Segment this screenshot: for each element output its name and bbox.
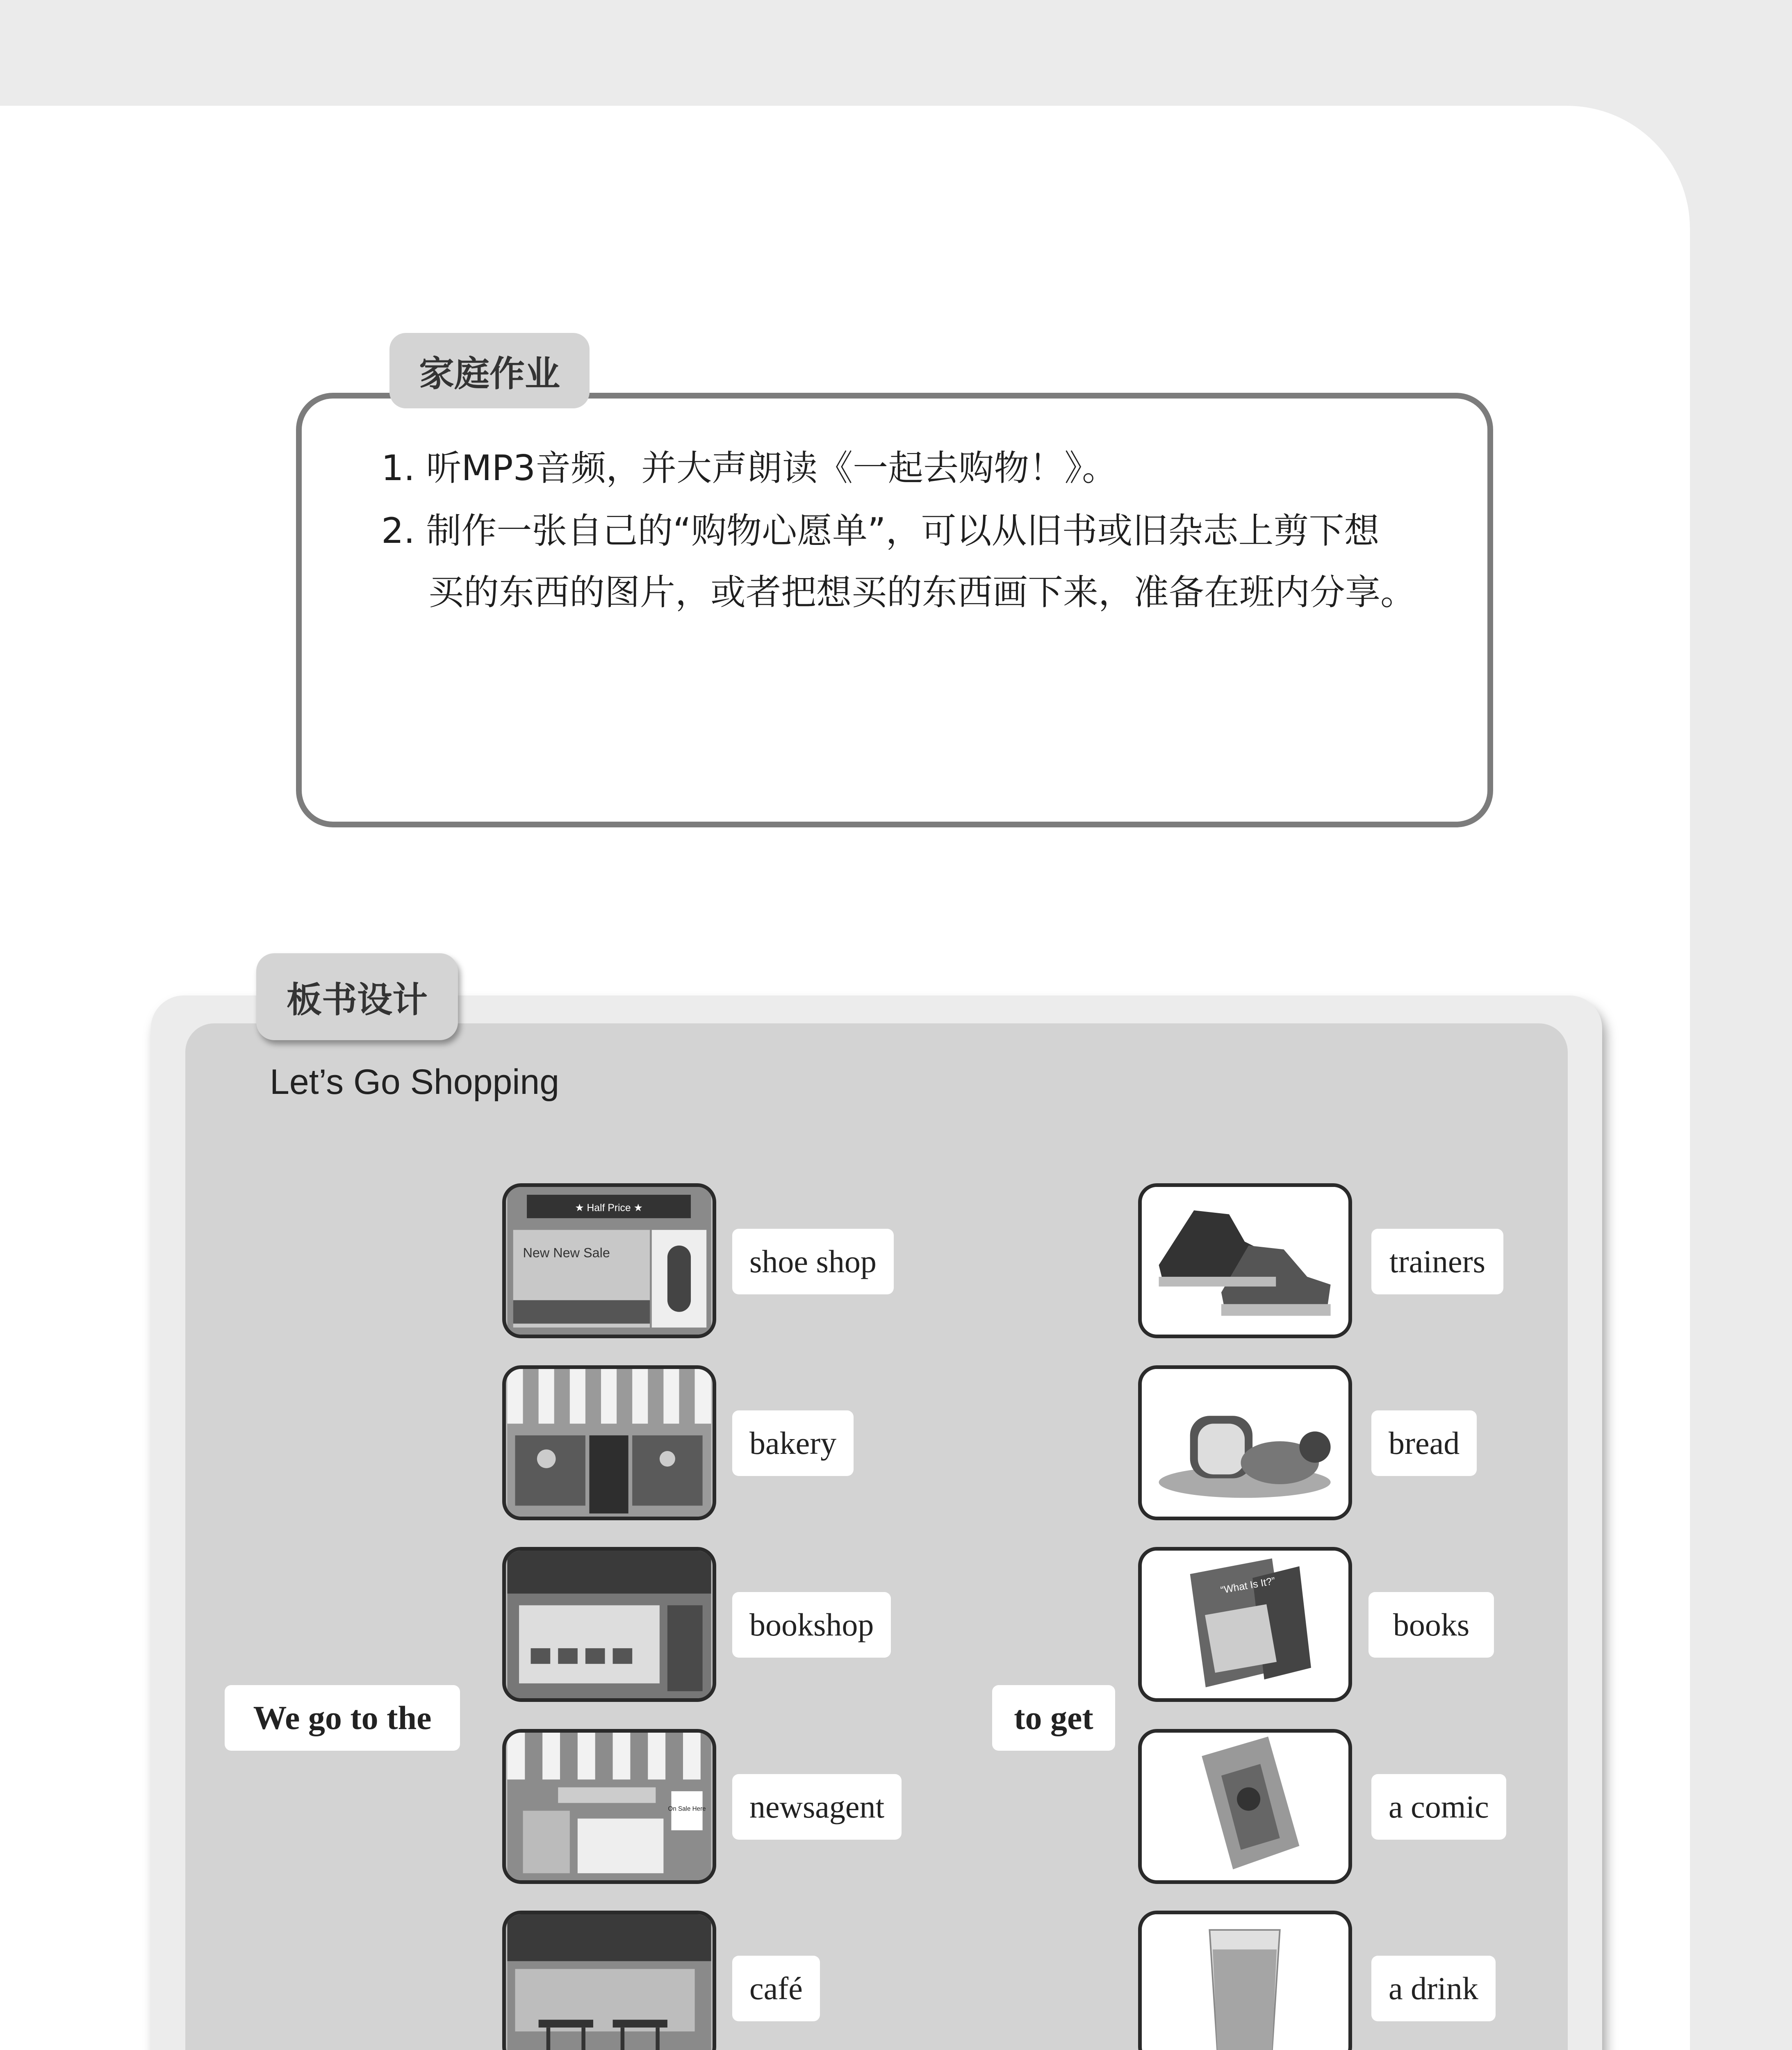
homework-title: 家庭作业: [389, 333, 590, 408]
label-newsagent: newsagent: [732, 1774, 902, 1840]
label-books: books: [1368, 1592, 1494, 1658]
bookshop-picture: [502, 1547, 716, 1702]
homework-item-2: 2. 制作一张自己的“购物心愿单”，可以从旧书或旧杂志上剪下想: [381, 510, 1380, 551]
books-picture: [1138, 1547, 1352, 1702]
cafe-picture: [502, 1911, 716, 2050]
book-cover-title: “What Is It?”: [1220, 1575, 1276, 1596]
phrase-we-go-to-the: We go to the: [225, 1685, 460, 1751]
label-shoe-shop: shoe shop: [732, 1229, 894, 1294]
shoe-shop-poster: New New Sale: [523, 1245, 610, 1260]
drink-picture: [1138, 1911, 1352, 2050]
homework-item-2-continued: 买的东西的图片，或者把想买的东西画下来，准备在班内分享。: [428, 572, 1416, 613]
label-cafe: café: [732, 1956, 820, 2021]
newsagent-picture: [502, 1729, 716, 1884]
bakery-picture: [502, 1365, 716, 1520]
newsagent-poster: On Sale Here: [668, 1805, 706, 1813]
comic-picture: [1138, 1729, 1352, 1884]
board-title: 板书设计: [256, 953, 458, 1040]
label-trainers: trainers: [1371, 1229, 1503, 1294]
bread-picture: [1138, 1365, 1352, 1520]
label-bakery: bakery: [732, 1410, 854, 1476]
label-bread: bread: [1371, 1410, 1477, 1476]
label-bookshop: bookshop: [732, 1592, 891, 1658]
shoe-shop-sign: ★ Half Price ★: [575, 1203, 643, 1214]
board-panel: [185, 1023, 1568, 2050]
shoe-shop-picture: [502, 1183, 716, 1338]
label-a-drink: a drink: [1371, 1956, 1496, 2021]
label-a-comic: a comic: [1371, 1774, 1506, 1840]
phrase-to-get: to get: [992, 1685, 1115, 1751]
homework-item-1: 1. 听MP3音频，并大声朗读《一起去购物！》。: [381, 448, 1118, 489]
board-heading: Let’s Go Shopping: [270, 1062, 560, 1102]
trainers-picture: [1138, 1183, 1352, 1338]
